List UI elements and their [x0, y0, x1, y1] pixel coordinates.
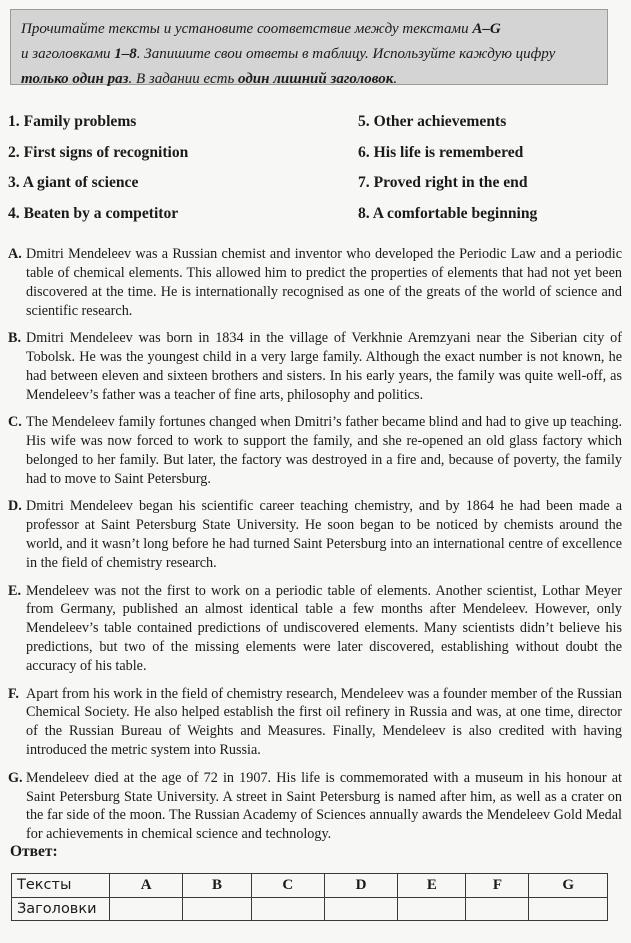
answer-table	[11, 873, 608, 921]
answer-cell-g[interactable]	[529, 897, 608, 921]
column-header-b: B	[183, 874, 251, 898]
column-header-f: F	[466, 874, 529, 898]
heading-8: 8. A comfortable beginning	[358, 205, 538, 222]
heading-7: 7. Proved right in the end	[358, 174, 528, 191]
heading-5: 5. Other achievements	[358, 113, 507, 130]
answer-cell-a[interactable]	[110, 897, 183, 921]
answer-cell-f[interactable]	[466, 897, 529, 921]
heading-4: 4. Beaten by a competitor	[8, 205, 179, 222]
column-header-a: A	[110, 874, 183, 898]
passage-g: G. Mendeleev died at the age of 72 in 1907. His life is commemorated with a museum in his honour at Saint Petersburg State University. A street in Saint Petersburg is named after him, as well as a crater on the far side of the moon. The Russian Academy of Sciences annually awards the Mendeleev Gold Medal for achievements in chemical science and technology.	[8, 769, 622, 843]
answer-cell-e[interactable]	[398, 897, 466, 921]
answer-label: Ответ:	[10, 843, 58, 860]
answer-cell-d[interactable]	[324, 897, 397, 921]
answer-cell-b[interactable]	[183, 897, 251, 921]
instruction-box	[10, 9, 608, 85]
passage-f: F. Apart from his work in the field of chemistry research, Mendeleev was a founder member of the Russian Chemical Society. He also helped establish the first oil refinery in Russia and was, at one time, director of the Russian Bureau of Weights and Measures. Finally, Mendeleev is also credited with having introduced the metric system into Russia.	[8, 685, 622, 759]
passage-a: A. Dmitri Mendeleev was a Russian chemist and inventor who developed the Periodic Law and a periodic table of chemical elements. This allowed him to predict the properties of elements that had not yet been discovered at the time. He is internationally recognised as one of the greats of the world of science and scientific research.	[8, 246, 622, 319]
passages-list	[8, 245, 622, 853]
row-label-texts: Тексты	[12, 874, 110, 898]
passage-e: E. Mendeleev was not the first to work on a periodic table of elements. Another scientist, Lothar Meyer from Germany, published an almost identical table a few months after Mendeleev. However, only Mendeleev’s table contained predictions of undiscovered elements. Many scientists didn’t believe his predictions, but two of the missing elements were later discovered, establishing without doubt the accuracy of his table.	[8, 582, 622, 675]
column-header-d: D	[324, 874, 397, 898]
row-label-headings: Заголовки	[12, 897, 110, 921]
answer-cell-c[interactable]	[251, 897, 324, 921]
instruction-line-2: и заголовками 1–8. Запишите свои ответы в таблицу. Используйте каждую цифру	[21, 46, 556, 62]
column-header-g: G	[529, 874, 608, 898]
passage-d: D. Dmitri Mendeleev began his scientific career teaching chemistry, and by 1864 he had been made a professor at Saint Petersburg State University. He soon began to be noticed by chemists around the world, and it wasn’t long before he had turned Saint Petersburg into an international centre of excellence in the field of chemistry research.	[8, 498, 622, 572]
heading-1: 1. Family problems	[8, 113, 137, 130]
heading-2: 2. First signs of recognition	[8, 144, 189, 161]
heading-6: 6. His life is remembered	[358, 144, 524, 161]
column-header-e: E	[398, 874, 466, 898]
table-row-texts	[12, 874, 608, 898]
passage-c: C. The Mendeleev family fortunes changed when Dmitri’s father became blind and had to give up teaching. His wife was now forced to work to support the family, and she re-opened an old glass factory which belonged to her family. But later, the factory was destroyed in a fire and, because of poverty, the family had to move to Saint Petersburg.	[8, 414, 622, 487]
column-header-c: C	[251, 874, 324, 898]
heading-3: 3. A giant of science	[8, 174, 139, 191]
instruction-line-1: Прочитайте тексты и установите соответствие между текстами A–G	[21, 21, 501, 37]
passage-b: B. Dmitri Mendeleev was born in 1834 in the village of Verkhnie Aremzyani near the Siberian city of Tobolsk. He was the youngest child in a very large family. Although the exact number is not known, he had between eleven and sixteen brothers and sisters. In his early years, the family was quite well-off, as Mendeleev’s father was a teacher of fine arts, philosophy and politics.	[8, 330, 622, 403]
table-row-headings	[12, 897, 608, 921]
instruction-line-3: только один раз. В задании есть один лишний заголовок.	[21, 71, 398, 87]
